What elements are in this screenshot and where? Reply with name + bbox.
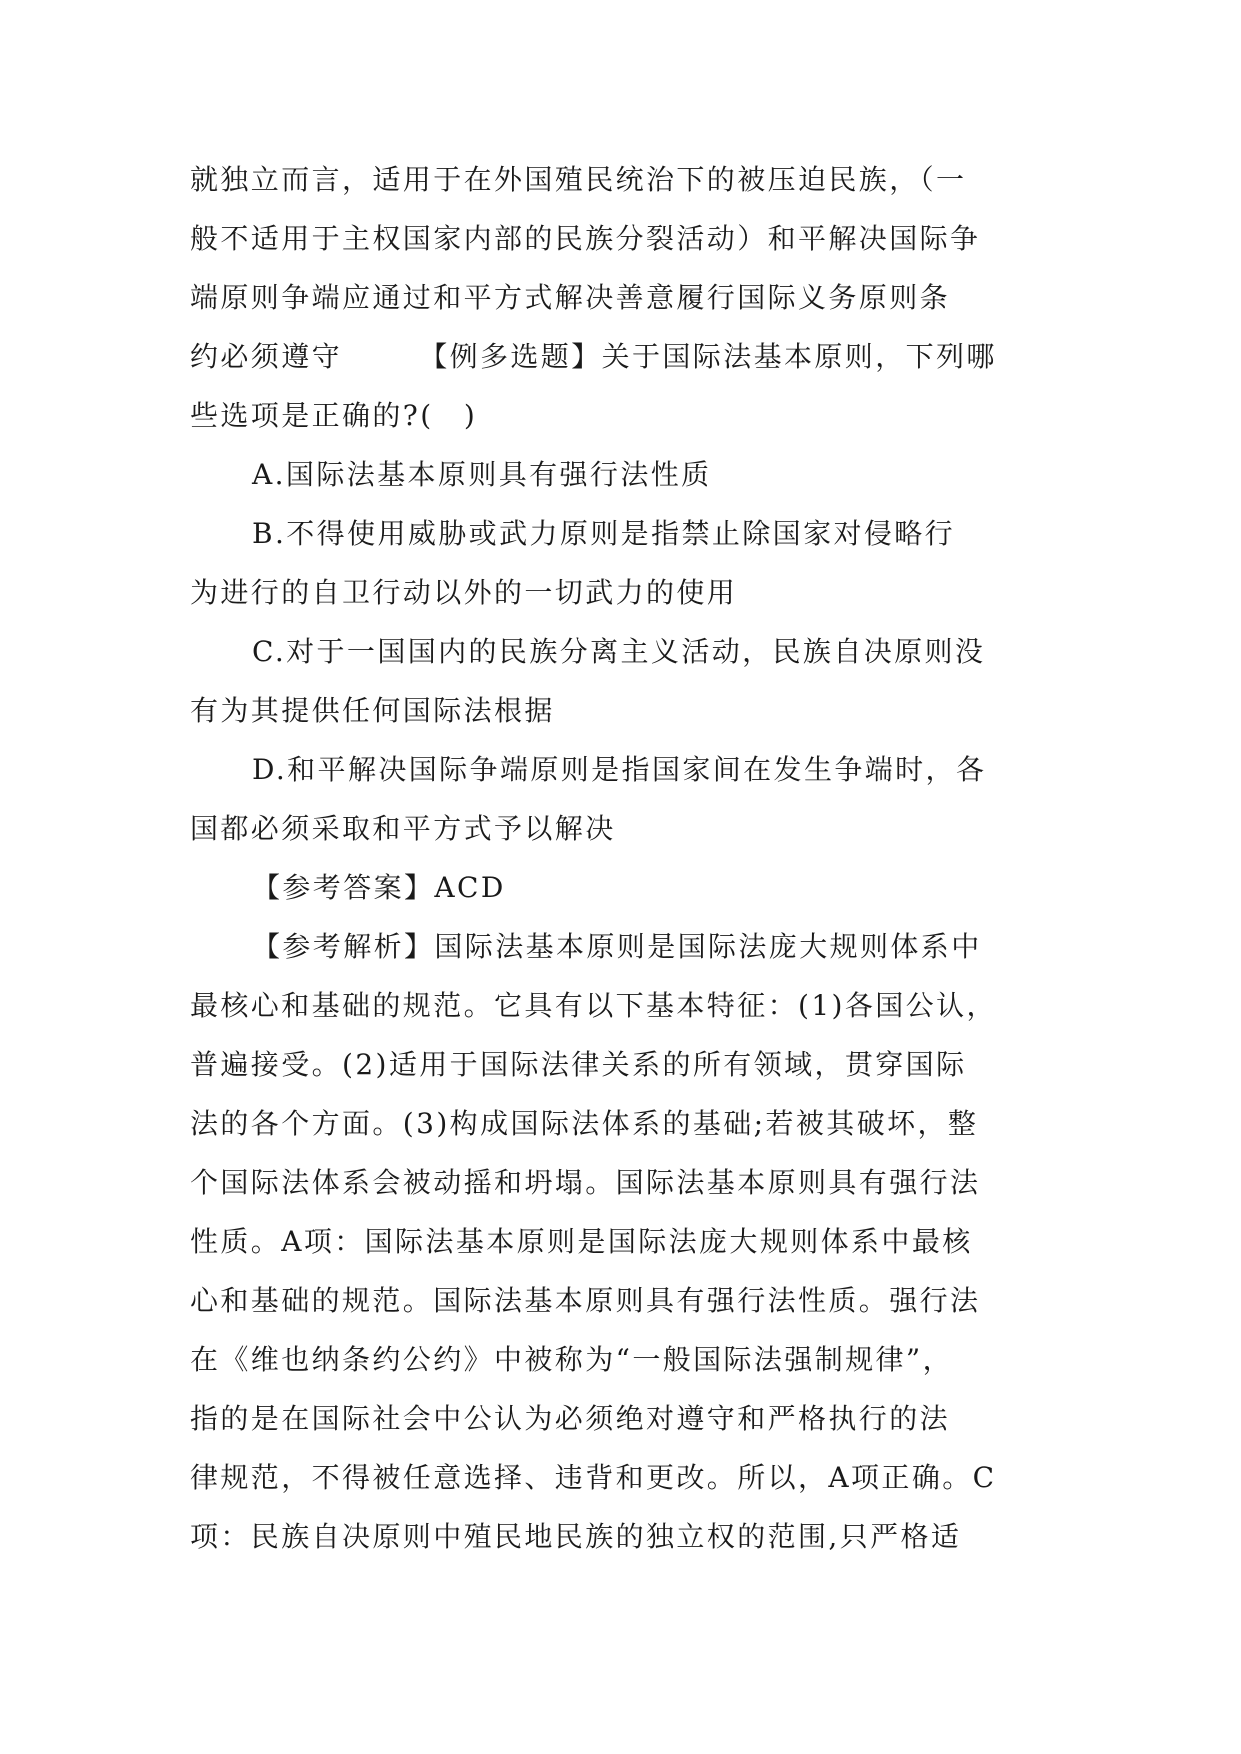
reference-answer xyxy=(190,858,1058,917)
text-line: 个国际法体系会被动摇和坍塌。国际法基本原则具有强行法 xyxy=(190,1166,981,1199)
text-line: 般不适用于主权国家内部的民族分裂活动）和平解决国际争 xyxy=(190,222,981,255)
option-a xyxy=(190,445,1058,504)
reference-analysis xyxy=(190,917,1058,1566)
text-line: 心和基础的规范。国际法基本原则具有强行法性质。强行法 xyxy=(190,1284,981,1317)
text-line: 在《维也纳条约公约》中被称为“一般国际法强制规律”， xyxy=(190,1343,954,1376)
text-line: 约必须遵守 【例多选题】关于国际法基本原则，下列哪 xyxy=(190,340,997,373)
text-line: 【参考答案】ACD xyxy=(252,871,506,904)
text-line: 就独立而言，适用于在外国殖民统治下的被压迫民族，（一 xyxy=(190,163,967,196)
text-line: 普遍接受。(2)适用于国际法律关系的所有领域，贯穿国际 xyxy=(190,1048,967,1081)
text-line: 些选项是正确的?( ) xyxy=(190,399,478,432)
option-c xyxy=(190,622,1058,740)
text-line: 最核心和基础的规范。它具有以下基本特征：(1)各国公认， xyxy=(190,989,997,1022)
text-line: 法的各个方面。(3)构成国际法体系的基础;若被其破坏，整 xyxy=(190,1107,979,1140)
text-line: D.和平解决国际争端原则是指国家间在发生争端时，各 xyxy=(252,753,987,786)
text-line: 律规范，不得被任意选择、违背和更改。所以，A项正确。C xyxy=(190,1461,997,1494)
text-line: 项：民族自决原则中殖民地民族的独立权的范围,只严格适 xyxy=(190,1520,962,1553)
text-line: B.不得使用威胁或武力原则是指禁止除国家对侵略行 xyxy=(252,517,956,550)
text-line: 指的是在国际社会中公认为必须绝对遵守和严格执行的法 xyxy=(190,1402,951,1435)
text-line: 端原则争端应通过和平方式解决善意履行国际义务原则条 xyxy=(190,281,951,314)
text-line: 【参考解析】国际法基本原则是国际法庞大规则体系中 xyxy=(252,930,982,963)
text-line: 性质。A项：国际法基本原则是国际法庞大规则体系中最核 xyxy=(190,1225,973,1258)
option-b xyxy=(190,504,1058,622)
text-line: 为进行的自卫行动以外的一切武力的使用 xyxy=(190,576,738,609)
text-line: C.对于一国国内的民族分离主义活动，民族自决原则没 xyxy=(252,635,986,668)
text-line: 国都必须采取和平方式予以解决 xyxy=(190,812,616,845)
text-line: 有为其提供任何国际法根据 xyxy=(190,694,555,727)
text-line: A.国际法基本原则具有强行法性质 xyxy=(252,458,712,491)
option-d xyxy=(190,740,1058,858)
intro-paragraph xyxy=(190,150,1058,445)
